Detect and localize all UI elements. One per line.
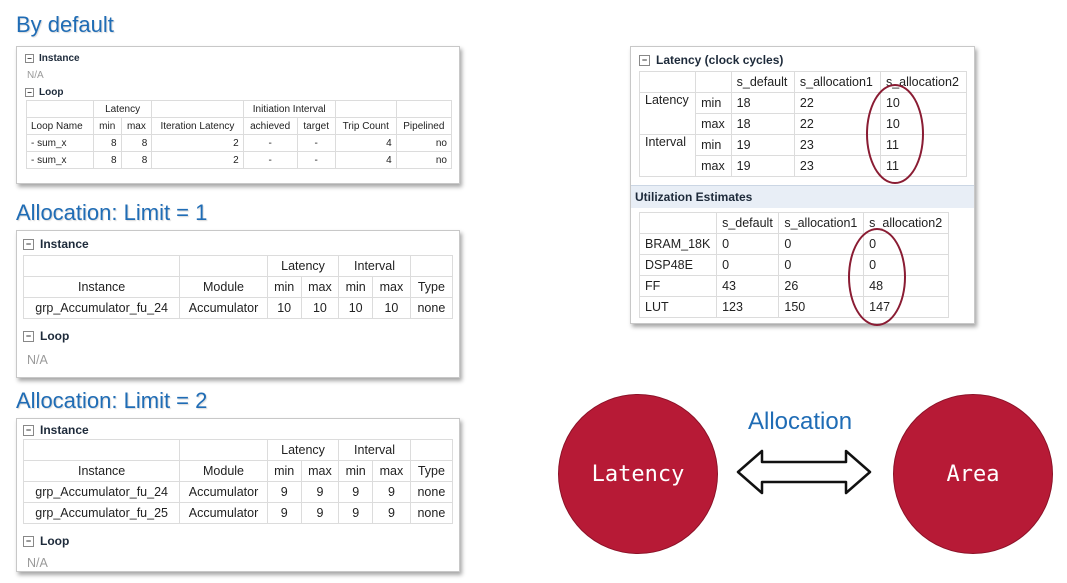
row-label: DSP48E bbox=[640, 255, 717, 276]
table-cell: 23 bbox=[794, 156, 880, 177]
table-cell: - bbox=[243, 135, 297, 152]
table-cell: 0 bbox=[717, 234, 779, 255]
table-row bbox=[640, 234, 949, 255]
column-header: Type bbox=[410, 461, 452, 482]
interval-group-header: Interval bbox=[339, 440, 411, 461]
table-cell: 0 bbox=[779, 255, 864, 276]
loop-na-text: N/A bbox=[27, 556, 48, 570]
table-cell: 10 bbox=[339, 298, 373, 319]
table-cell: 0 bbox=[779, 234, 864, 255]
column-header: Iteration Latency bbox=[152, 118, 243, 135]
table-cell: 43 bbox=[717, 276, 779, 297]
table-cell: - bbox=[297, 152, 335, 169]
table-cell: 8 bbox=[121, 135, 152, 152]
table-cell: no bbox=[396, 135, 451, 152]
latency-group-header: Latency bbox=[267, 256, 339, 277]
heading-allocation-limit-2: Allocation: Limit = 2 bbox=[16, 388, 208, 413]
table-header-row bbox=[27, 118, 452, 135]
instance-section-header[interactable] bbox=[25, 53, 459, 64]
table-cell: 9 bbox=[267, 503, 301, 524]
table-header-row bbox=[24, 277, 453, 298]
table-cell: none bbox=[410, 503, 452, 524]
table-cell: 2 bbox=[152, 135, 243, 152]
column-header: max bbox=[301, 461, 339, 482]
column-header: Trip Count bbox=[335, 118, 396, 135]
table-cell: 19 bbox=[731, 135, 794, 156]
latency-section-header[interactable] bbox=[639, 53, 974, 67]
column-header: achieved bbox=[243, 118, 297, 135]
column-header: s_default bbox=[717, 213, 779, 234]
collapse-icon[interactable]: − bbox=[23, 331, 34, 342]
table-cell: - sum_x bbox=[27, 135, 94, 152]
row-sub-label: max bbox=[696, 156, 731, 177]
area-circle bbox=[893, 394, 1053, 554]
table-cell: 19 bbox=[731, 156, 794, 177]
row-sub-label: min bbox=[696, 135, 731, 156]
instance-na-text: N/A bbox=[27, 70, 44, 81]
loop-section-title: Loop bbox=[40, 534, 70, 548]
table-cell: 10 bbox=[880, 93, 966, 114]
table-group-header-row bbox=[24, 256, 453, 277]
column-header: s_allocation1 bbox=[779, 213, 864, 234]
table-cell: grp_Accumulator_fu_24 bbox=[24, 482, 180, 503]
utilization-section-header: Utilization Estimates bbox=[631, 185, 974, 208]
row-sub-label: max bbox=[696, 114, 731, 135]
table-cell: 2 bbox=[152, 152, 243, 169]
table-cell: 9 bbox=[267, 482, 301, 503]
row-label: LUT bbox=[640, 297, 717, 318]
table-cell: 10 bbox=[301, 298, 339, 319]
loop-section-title: Loop bbox=[39, 87, 64, 98]
loop-section-header[interactable] bbox=[23, 329, 459, 343]
column-header: s_allocation2 bbox=[880, 72, 966, 93]
column-header: Module bbox=[180, 461, 268, 482]
table-cell: 0 bbox=[864, 234, 949, 255]
table-cell: 9 bbox=[339, 503, 373, 524]
collapse-icon[interactable]: − bbox=[639, 55, 650, 66]
table-group-header-row bbox=[27, 101, 452, 118]
table-cell: 48 bbox=[864, 276, 949, 297]
table-cell: - bbox=[243, 152, 297, 169]
table-cell: 18 bbox=[731, 114, 794, 135]
column-header: max bbox=[121, 118, 152, 135]
table-cell: 123 bbox=[717, 297, 779, 318]
table-cell: 9 bbox=[373, 482, 411, 503]
limit2-report-panel bbox=[16, 418, 460, 572]
column-header: Instance bbox=[24, 461, 180, 482]
loop-section-header[interactable] bbox=[23, 534, 459, 548]
table-cell: Accumulator bbox=[180, 298, 268, 319]
table-row bbox=[27, 152, 452, 169]
table-header-row bbox=[640, 72, 967, 93]
ii-group-header: Initiation Interval bbox=[243, 101, 335, 118]
instance-section-title: Instance bbox=[40, 423, 89, 437]
latency-group-header: Latency bbox=[93, 101, 151, 118]
summary-panel bbox=[630, 46, 975, 324]
column-header: target bbox=[297, 118, 335, 135]
double-arrow-icon bbox=[736, 447, 872, 497]
table-cell: 147 bbox=[864, 297, 949, 318]
latency-highlight-ellipse bbox=[866, 84, 924, 184]
area-circle-label: Area bbox=[946, 461, 1000, 487]
table-cell: 0 bbox=[864, 255, 949, 276]
latency-group-header: Latency bbox=[267, 440, 339, 461]
column-header: max bbox=[301, 277, 339, 298]
collapse-icon[interactable]: − bbox=[25, 54, 34, 63]
column-header: s_allocation2 bbox=[864, 213, 949, 234]
table-cell: 11 bbox=[880, 135, 966, 156]
table-cell: - sum_x bbox=[27, 152, 94, 169]
table-cell: 4 bbox=[335, 152, 396, 169]
collapse-icon[interactable]: − bbox=[23, 536, 34, 547]
column-header: min bbox=[267, 277, 301, 298]
table-cell: 4 bbox=[335, 135, 396, 152]
collapse-icon[interactable]: − bbox=[23, 425, 34, 436]
column-header: max bbox=[373, 461, 411, 482]
latency-circle-label: Latency bbox=[591, 461, 685, 487]
table-cell: none bbox=[410, 482, 452, 503]
column-header: Pipelined bbox=[396, 118, 451, 135]
instance-table bbox=[23, 439, 453, 524]
column-header: min bbox=[339, 277, 373, 298]
loop-na-text: N/A bbox=[27, 353, 48, 367]
table-cell: grp_Accumulator_fu_25 bbox=[24, 503, 180, 524]
table-cell: 10 bbox=[267, 298, 301, 319]
heading-allocation-limit-1: Allocation: Limit = 1 bbox=[16, 200, 208, 225]
instance-section-title: Instance bbox=[39, 53, 80, 64]
loop-table bbox=[26, 100, 452, 169]
table-cell: 10 bbox=[373, 298, 411, 319]
table-cell: Accumulator bbox=[180, 482, 268, 503]
table-cell: 10 bbox=[880, 114, 966, 135]
column-header: Type bbox=[410, 277, 452, 298]
table-cell: 9 bbox=[339, 482, 373, 503]
latency-section-title: Latency (clock cycles) bbox=[656, 53, 784, 67]
allocation-label: Allocation bbox=[748, 408, 853, 435]
heading-by-default: By default bbox=[16, 12, 114, 37]
row-label: FF bbox=[640, 276, 717, 297]
loop-section-header[interactable] bbox=[25, 87, 459, 98]
table-row bbox=[27, 135, 452, 152]
limit1-report-panel bbox=[16, 230, 460, 378]
column-header: Loop Name bbox=[27, 118, 94, 135]
column-header: min bbox=[93, 118, 121, 135]
table-cell: 11 bbox=[880, 156, 966, 177]
table-cell: 9 bbox=[301, 503, 339, 524]
collapse-icon[interactable]: − bbox=[25, 88, 34, 97]
column-header: min bbox=[339, 461, 373, 482]
table-group-header-row bbox=[24, 440, 453, 461]
row-sub-label: min bbox=[696, 93, 731, 114]
column-header: Instance bbox=[24, 277, 180, 298]
table-cell: 22 bbox=[794, 93, 880, 114]
instance-section-title: Instance bbox=[40, 237, 89, 251]
table-cell: 0 bbox=[717, 255, 779, 276]
instance-table bbox=[23, 255, 453, 319]
column-header: max bbox=[373, 277, 411, 298]
interval-group-header: Interval bbox=[339, 256, 411, 277]
row-group-label: Latency bbox=[640, 93, 696, 135]
table-cell: 26 bbox=[779, 276, 864, 297]
loop-section-title: Loop bbox=[40, 329, 70, 343]
table-header-row bbox=[24, 461, 453, 482]
table-header-row bbox=[640, 213, 949, 234]
table-cell: 22 bbox=[794, 114, 880, 135]
instance-section-header[interactable] bbox=[23, 237, 459, 251]
table-cell: none bbox=[410, 298, 452, 319]
row-group-label: Interval bbox=[640, 135, 696, 177]
collapse-icon[interactable]: − bbox=[23, 239, 34, 250]
default-report-panel bbox=[16, 46, 460, 184]
column-header: Module bbox=[180, 277, 268, 298]
table-cell: 18 bbox=[731, 93, 794, 114]
table-row bbox=[24, 482, 453, 503]
table-cell: no bbox=[396, 152, 451, 169]
table-cell: - bbox=[297, 135, 335, 152]
table-cell: grp_Accumulator_fu_24 bbox=[24, 298, 180, 319]
instance-section-header[interactable] bbox=[23, 423, 459, 437]
table-cell: 8 bbox=[93, 135, 121, 152]
table-cell: 23 bbox=[794, 135, 880, 156]
table-cell: 150 bbox=[779, 297, 864, 318]
table-row bbox=[24, 503, 453, 524]
utilization-highlight-ellipse bbox=[848, 228, 906, 326]
table-cell: Accumulator bbox=[180, 503, 268, 524]
latency-circle bbox=[558, 394, 718, 554]
table-cell: 8 bbox=[93, 152, 121, 169]
table-cell: 9 bbox=[301, 482, 339, 503]
column-header: s_allocation1 bbox=[794, 72, 880, 93]
table-cell: 8 bbox=[121, 152, 152, 169]
column-header: s_default bbox=[731, 72, 794, 93]
column-header: min bbox=[267, 461, 301, 482]
row-label: BRAM_18K bbox=[640, 234, 717, 255]
table-row bbox=[24, 298, 453, 319]
table-cell: 9 bbox=[373, 503, 411, 524]
